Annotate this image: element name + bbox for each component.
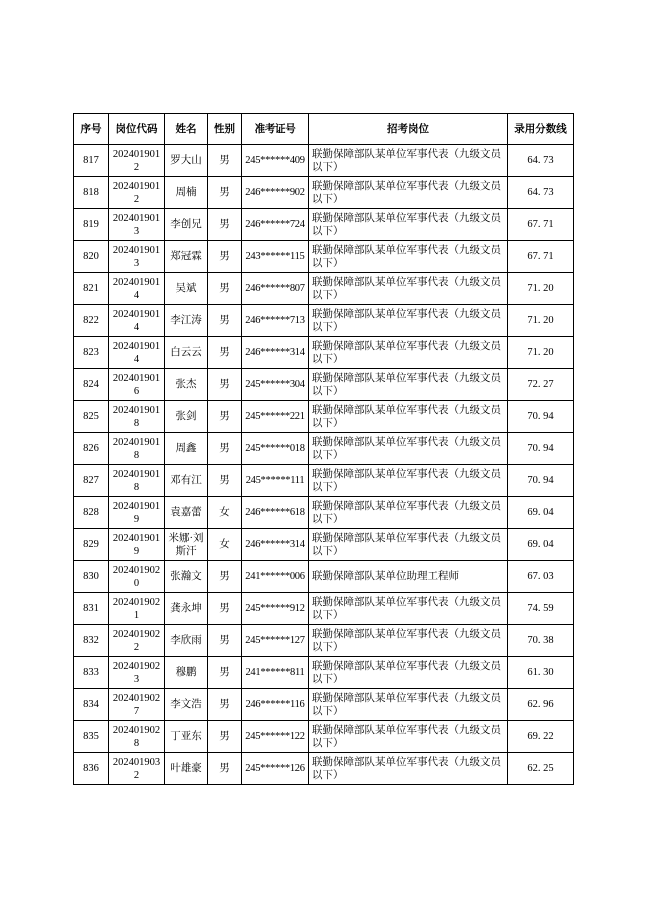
cell-name: 李江涛 xyxy=(165,305,208,337)
table-row xyxy=(74,369,574,401)
table-row xyxy=(74,273,574,305)
column-header-ticket: 准考证号 xyxy=(242,114,309,145)
cell-position: 联勤保障部队某单位军事代表（九级文员以下） xyxy=(309,273,508,305)
table-row xyxy=(74,497,574,529)
table-row xyxy=(74,689,574,721)
cell-gender: 男 xyxy=(208,177,242,209)
table-row xyxy=(74,465,574,497)
cell-index: 825 xyxy=(74,401,109,433)
cell-code: 2024019014 xyxy=(109,273,165,305)
column-header-position: 招考岗位 xyxy=(309,114,508,145)
cell-name: 李创兄 xyxy=(165,209,208,241)
cell-score: 69. 22 xyxy=(508,721,574,753)
cell-name: 袁嘉蕾 xyxy=(165,497,208,529)
cell-position: 联勤保障部队某单位军事代表（九级文员以下） xyxy=(309,753,508,785)
cell-ticket: 245******409 xyxy=(242,145,309,177)
cell-position: 联勤保障部队某单位军事代表（九级文员以下） xyxy=(309,721,508,753)
cell-ticket: 246******116 xyxy=(242,689,309,721)
cell-index: 831 xyxy=(74,593,109,625)
cell-position: 联勤保障部队某单位军事代表（九级文员以下） xyxy=(309,433,508,465)
cell-score: 69. 04 xyxy=(508,497,574,529)
cell-gender: 男 xyxy=(208,305,242,337)
cell-gender: 男 xyxy=(208,689,242,721)
cell-score: 70. 94 xyxy=(508,465,574,497)
cell-index: 822 xyxy=(74,305,109,337)
cell-ticket: 246******713 xyxy=(242,305,309,337)
cell-position: 联勤保障部队某单位军事代表（九级文员以下） xyxy=(309,337,508,369)
cell-position: 联勤保障部队某单位军事代表（九级文员以下） xyxy=(309,305,508,337)
cell-ticket: 245******126 xyxy=(242,753,309,785)
cell-score: 74. 59 xyxy=(508,593,574,625)
cell-code: 2024019012 xyxy=(109,177,165,209)
cell-code: 2024019012 xyxy=(109,145,165,177)
cell-gender: 男 xyxy=(208,753,242,785)
cell-ticket: 241******006 xyxy=(242,561,309,593)
results-table xyxy=(73,113,574,785)
cell-position: 联勤保障部队某单位军事代表（九级文员以下） xyxy=(309,209,508,241)
cell-index: 836 xyxy=(74,753,109,785)
table-row xyxy=(74,753,574,785)
cell-index: 826 xyxy=(74,433,109,465)
table-row xyxy=(74,593,574,625)
cell-score: 70. 38 xyxy=(508,625,574,657)
cell-position: 联勤保障部队某单位军事代表（九级文员以下） xyxy=(309,145,508,177)
column-header-name: 姓名 xyxy=(165,114,208,145)
cell-ticket: 245******221 xyxy=(242,401,309,433)
table-row xyxy=(74,145,574,177)
cell-position: 联勤保障部队某单位军事代表（九级文员以下） xyxy=(309,369,508,401)
cell-score: 71. 20 xyxy=(508,305,574,337)
cell-gender: 男 xyxy=(208,721,242,753)
cell-ticket: 246******618 xyxy=(242,497,309,529)
cell-score: 61. 30 xyxy=(508,657,574,689)
column-header-code: 岗位代码 xyxy=(109,114,165,145)
cell-ticket: 241******811 xyxy=(242,657,309,689)
cell-ticket: 245******122 xyxy=(242,721,309,753)
cell-code: 2024019018 xyxy=(109,465,165,497)
cell-name: 米娜·刘斯汗 xyxy=(165,529,208,561)
cell-gender: 男 xyxy=(208,401,242,433)
cell-name: 周楠 xyxy=(165,177,208,209)
cell-code: 2024019019 xyxy=(109,529,165,561)
cell-index: 821 xyxy=(74,273,109,305)
results-table-head xyxy=(74,114,574,145)
column-header-index: 序号 xyxy=(74,114,109,145)
cell-gender: 男 xyxy=(208,625,242,657)
cell-code: 2024019020 xyxy=(109,561,165,593)
cell-gender: 女 xyxy=(208,497,242,529)
cell-position: 联勤保障部队某单位军事代表（九级文员以下） xyxy=(309,593,508,625)
cell-code: 2024019013 xyxy=(109,209,165,241)
cell-index: 830 xyxy=(74,561,109,593)
cell-gender: 男 xyxy=(208,561,242,593)
table-row xyxy=(74,657,574,689)
cell-score: 64. 73 xyxy=(508,177,574,209)
cell-code: 2024019032 xyxy=(109,753,165,785)
cell-ticket: 246******807 xyxy=(242,273,309,305)
cell-gender: 男 xyxy=(208,433,242,465)
table-row xyxy=(74,721,574,753)
cell-name: 张剑 xyxy=(165,401,208,433)
column-header-gender: 性别 xyxy=(208,114,242,145)
cell-name: 龚永坤 xyxy=(165,593,208,625)
cell-code: 2024019018 xyxy=(109,433,165,465)
cell-index: 832 xyxy=(74,625,109,657)
cell-code: 2024019023 xyxy=(109,657,165,689)
cell-code: 2024019013 xyxy=(109,241,165,273)
cell-score: 64. 73 xyxy=(508,145,574,177)
table-row xyxy=(74,241,574,273)
cell-ticket: 246******314 xyxy=(242,337,309,369)
cell-code: 2024019021 xyxy=(109,593,165,625)
table-row xyxy=(74,401,574,433)
cell-index: 829 xyxy=(74,529,109,561)
cell-index: 833 xyxy=(74,657,109,689)
cell-position: 联勤保障部队某单位军事代表（九级文员以下） xyxy=(309,401,508,433)
cell-score: 67. 71 xyxy=(508,209,574,241)
cell-score: 62. 96 xyxy=(508,689,574,721)
cell-gender: 女 xyxy=(208,529,242,561)
cell-index: 824 xyxy=(74,369,109,401)
cell-index: 823 xyxy=(74,337,109,369)
cell-name: 吴斌 xyxy=(165,273,208,305)
cell-gender: 男 xyxy=(208,209,242,241)
cell-gender: 男 xyxy=(208,337,242,369)
table-row xyxy=(74,433,574,465)
cell-name: 丁亚东 xyxy=(165,721,208,753)
cell-code: 2024019028 xyxy=(109,721,165,753)
column-header-score: 录用分数线 xyxy=(508,114,574,145)
cell-gender: 男 xyxy=(208,657,242,689)
cell-score: 71. 20 xyxy=(508,273,574,305)
cell-gender: 男 xyxy=(208,145,242,177)
cell-name: 罗大山 xyxy=(165,145,208,177)
cell-position: 联勤保障部队某单位军事代表（九级文员以下） xyxy=(309,465,508,497)
cell-score: 62. 25 xyxy=(508,753,574,785)
cell-gender: 男 xyxy=(208,465,242,497)
cell-index: 834 xyxy=(74,689,109,721)
cell-position: 联勤保障部队某单位军事代表（九级文员以下） xyxy=(309,625,508,657)
cell-index: 820 xyxy=(74,241,109,273)
cell-name: 叶雄豪 xyxy=(165,753,208,785)
cell-name: 张瀚文 xyxy=(165,561,208,593)
cell-score: 72. 27 xyxy=(508,369,574,401)
cell-name: 白云云 xyxy=(165,337,208,369)
cell-index: 835 xyxy=(74,721,109,753)
cell-ticket: 243******115 xyxy=(242,241,309,273)
cell-name: 李文浩 xyxy=(165,689,208,721)
table-row xyxy=(74,337,574,369)
cell-gender: 男 xyxy=(208,273,242,305)
table-row xyxy=(74,561,574,593)
cell-position: 联勤保障部队某单位军事代表（九级文员以下） xyxy=(309,657,508,689)
cell-position: 联勤保障部队某单位军事代表（九级文员以下） xyxy=(309,497,508,529)
cell-code: 2024019022 xyxy=(109,625,165,657)
cell-position: 联勤保障部队某单位军事代表（九级文员以下） xyxy=(309,177,508,209)
cell-ticket: 245******127 xyxy=(242,625,309,657)
cell-ticket: 246******724 xyxy=(242,209,309,241)
results-table-body xyxy=(74,145,574,785)
table-row xyxy=(74,305,574,337)
cell-position: 联勤保障部队某单位军事代表（九级文员以下） xyxy=(309,689,508,721)
cell-code: 2024019018 xyxy=(109,401,165,433)
table-row xyxy=(74,529,574,561)
cell-index: 827 xyxy=(74,465,109,497)
cell-ticket: 245******018 xyxy=(242,433,309,465)
cell-code: 2024019016 xyxy=(109,369,165,401)
table-row xyxy=(74,625,574,657)
cell-ticket: 245******304 xyxy=(242,369,309,401)
table-row xyxy=(74,177,574,209)
cell-score: 70. 94 xyxy=(508,401,574,433)
cell-name: 张杰 xyxy=(165,369,208,401)
cell-position: 联勤保障部队某单位军事代表（九级文员以下） xyxy=(309,241,508,273)
cell-name: 邓有江 xyxy=(165,465,208,497)
cell-name: 郑冠霖 xyxy=(165,241,208,273)
cell-index: 819 xyxy=(74,209,109,241)
cell-index: 817 xyxy=(74,145,109,177)
cell-ticket: 246******902 xyxy=(242,177,309,209)
cell-name: 李欣雨 xyxy=(165,625,208,657)
cell-position: 联勤保障部队某单位助理工程师 xyxy=(309,561,508,593)
cell-score: 67. 71 xyxy=(508,241,574,273)
cell-index: 828 xyxy=(74,497,109,529)
cell-ticket: 245******912 xyxy=(242,593,309,625)
cell-score: 70. 94 xyxy=(508,433,574,465)
cell-name: 周鑫 xyxy=(165,433,208,465)
cell-index: 818 xyxy=(74,177,109,209)
cell-score: 67. 03 xyxy=(508,561,574,593)
cell-gender: 男 xyxy=(208,241,242,273)
cell-code: 2024019014 xyxy=(109,305,165,337)
results-table-header-row xyxy=(74,114,574,145)
cell-name: 穆鹏 xyxy=(165,657,208,689)
table-row xyxy=(74,209,574,241)
cell-code: 2024019014 xyxy=(109,337,165,369)
cell-ticket: 245******111 xyxy=(242,465,309,497)
cell-ticket: 246******314 xyxy=(242,529,309,561)
cell-score: 71. 20 xyxy=(508,337,574,369)
cell-gender: 男 xyxy=(208,369,242,401)
cell-code: 2024019019 xyxy=(109,497,165,529)
cell-score: 69. 04 xyxy=(508,529,574,561)
cell-code: 2024019027 xyxy=(109,689,165,721)
cell-gender: 男 xyxy=(208,593,242,625)
cell-position: 联勤保障部队某单位军事代表（九级文员以下） xyxy=(309,529,508,561)
